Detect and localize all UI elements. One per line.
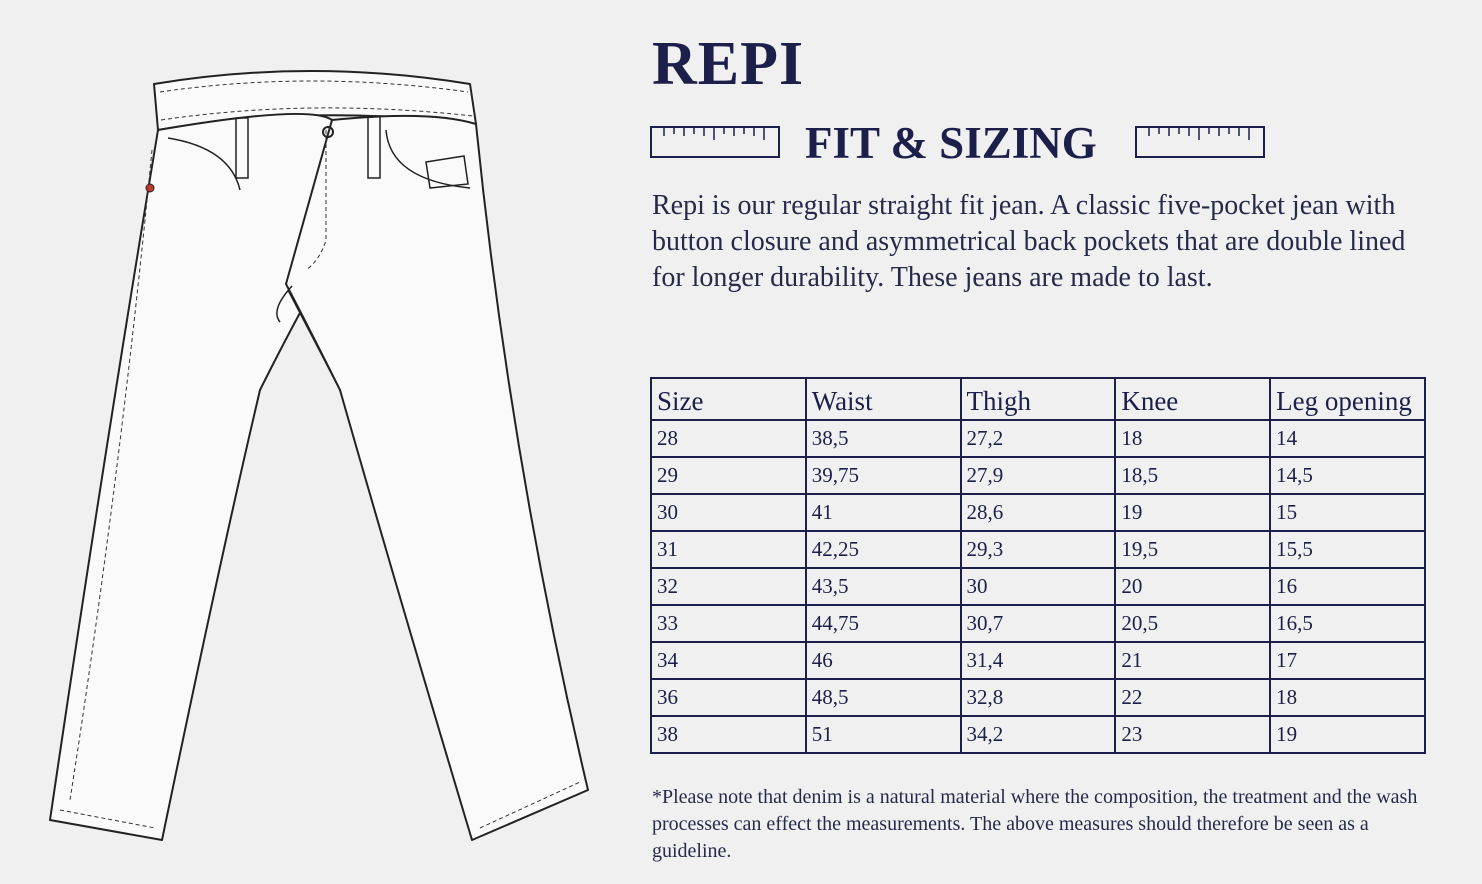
table-cell: 29 [651, 457, 806, 494]
table-cell: 34 [651, 642, 806, 679]
table-cell: 20 [1115, 568, 1270, 605]
table-cell: 17 [1270, 642, 1425, 679]
table-row [651, 494, 1425, 531]
table-cell: 23 [1115, 716, 1270, 753]
table-row [651, 716, 1425, 753]
table-cell: 43,5 [806, 568, 961, 605]
table-cell: 36 [651, 679, 806, 716]
table-row [651, 605, 1425, 642]
table-cell: 31,4 [961, 642, 1116, 679]
table-cell: 27,9 [961, 457, 1116, 494]
table-cell: 30,7 [961, 605, 1116, 642]
table-cell: 46 [806, 642, 961, 679]
table-cell: 31 [651, 531, 806, 568]
table-cell: 15 [1270, 494, 1425, 531]
table-cell: 33 [651, 605, 806, 642]
section-heading-row [650, 118, 1270, 168]
size-table [650, 377, 1426, 754]
table-cell: 19 [1115, 494, 1270, 531]
ruler-icon [1135, 126, 1267, 160]
table-row [651, 420, 1425, 457]
table-cell: 28 [651, 420, 806, 457]
table-cell: 19 [1270, 716, 1425, 753]
table-cell: 22 [1115, 679, 1270, 716]
table-row [651, 642, 1425, 679]
table-cell: 18 [1270, 679, 1425, 716]
table-cell: 14,5 [1270, 457, 1425, 494]
table-cell: 44,75 [806, 605, 961, 642]
table-cell: 51 [806, 716, 961, 753]
product-title: REPI [652, 30, 805, 98]
table-cell: 38 [651, 716, 806, 753]
table-cell: 14 [1270, 420, 1425, 457]
column-header-waist: Waist [806, 378, 961, 420]
column-header-thigh: Thigh [961, 378, 1116, 420]
table-cell: 39,75 [806, 457, 961, 494]
section-heading: FIT & SIZING [805, 118, 1097, 168]
column-header-leg-opening: Leg opening [1270, 378, 1425, 420]
table-cell: 21 [1115, 642, 1270, 679]
product-description: Repi is our regular straight fit jean. A classic five-pocket jean with button closure and asymmetrical back pockets that are double lined for longer durability. These jeans are made to last. [652, 190, 1406, 293]
table-cell: 28,6 [961, 494, 1116, 531]
table-row [651, 531, 1425, 568]
measurement-disclaimer: *Please note that denim is a natural material where the composition, the treatment and the wash processes can effect the measurements. The above measures should therefore be seen as a guideline. [652, 786, 1418, 862]
table-cell: 18 [1115, 420, 1270, 457]
table-cell: 27,2 [961, 420, 1116, 457]
table-row [651, 457, 1425, 494]
table-cell: 38,5 [806, 420, 961, 457]
table-cell: 18,5 [1115, 457, 1270, 494]
table-cell: 19,5 [1115, 531, 1270, 568]
table-cell: 41 [806, 494, 961, 531]
table-cell: 20,5 [1115, 605, 1270, 642]
table-cell: 16,5 [1270, 605, 1425, 642]
column-header-knee: Knee [1115, 378, 1270, 420]
table-cell: 30 [961, 568, 1116, 605]
table-cell: 42,25 [806, 531, 961, 568]
table-header-row [651, 378, 1425, 420]
table-row [651, 568, 1425, 605]
table-cell: 32,8 [961, 679, 1116, 716]
table-cell: 29,3 [961, 531, 1116, 568]
table-row [651, 679, 1425, 716]
table-cell: 30 [651, 494, 806, 531]
jeans-illustration [40, 60, 620, 860]
table-cell: 32 [651, 568, 806, 605]
ruler-icon [650, 126, 782, 160]
table-cell: 15,5 [1270, 531, 1425, 568]
table-cell: 34,2 [961, 716, 1116, 753]
table-cell: 48,5 [806, 679, 961, 716]
table-cell: 16 [1270, 568, 1425, 605]
column-header-size: Size [651, 378, 806, 420]
